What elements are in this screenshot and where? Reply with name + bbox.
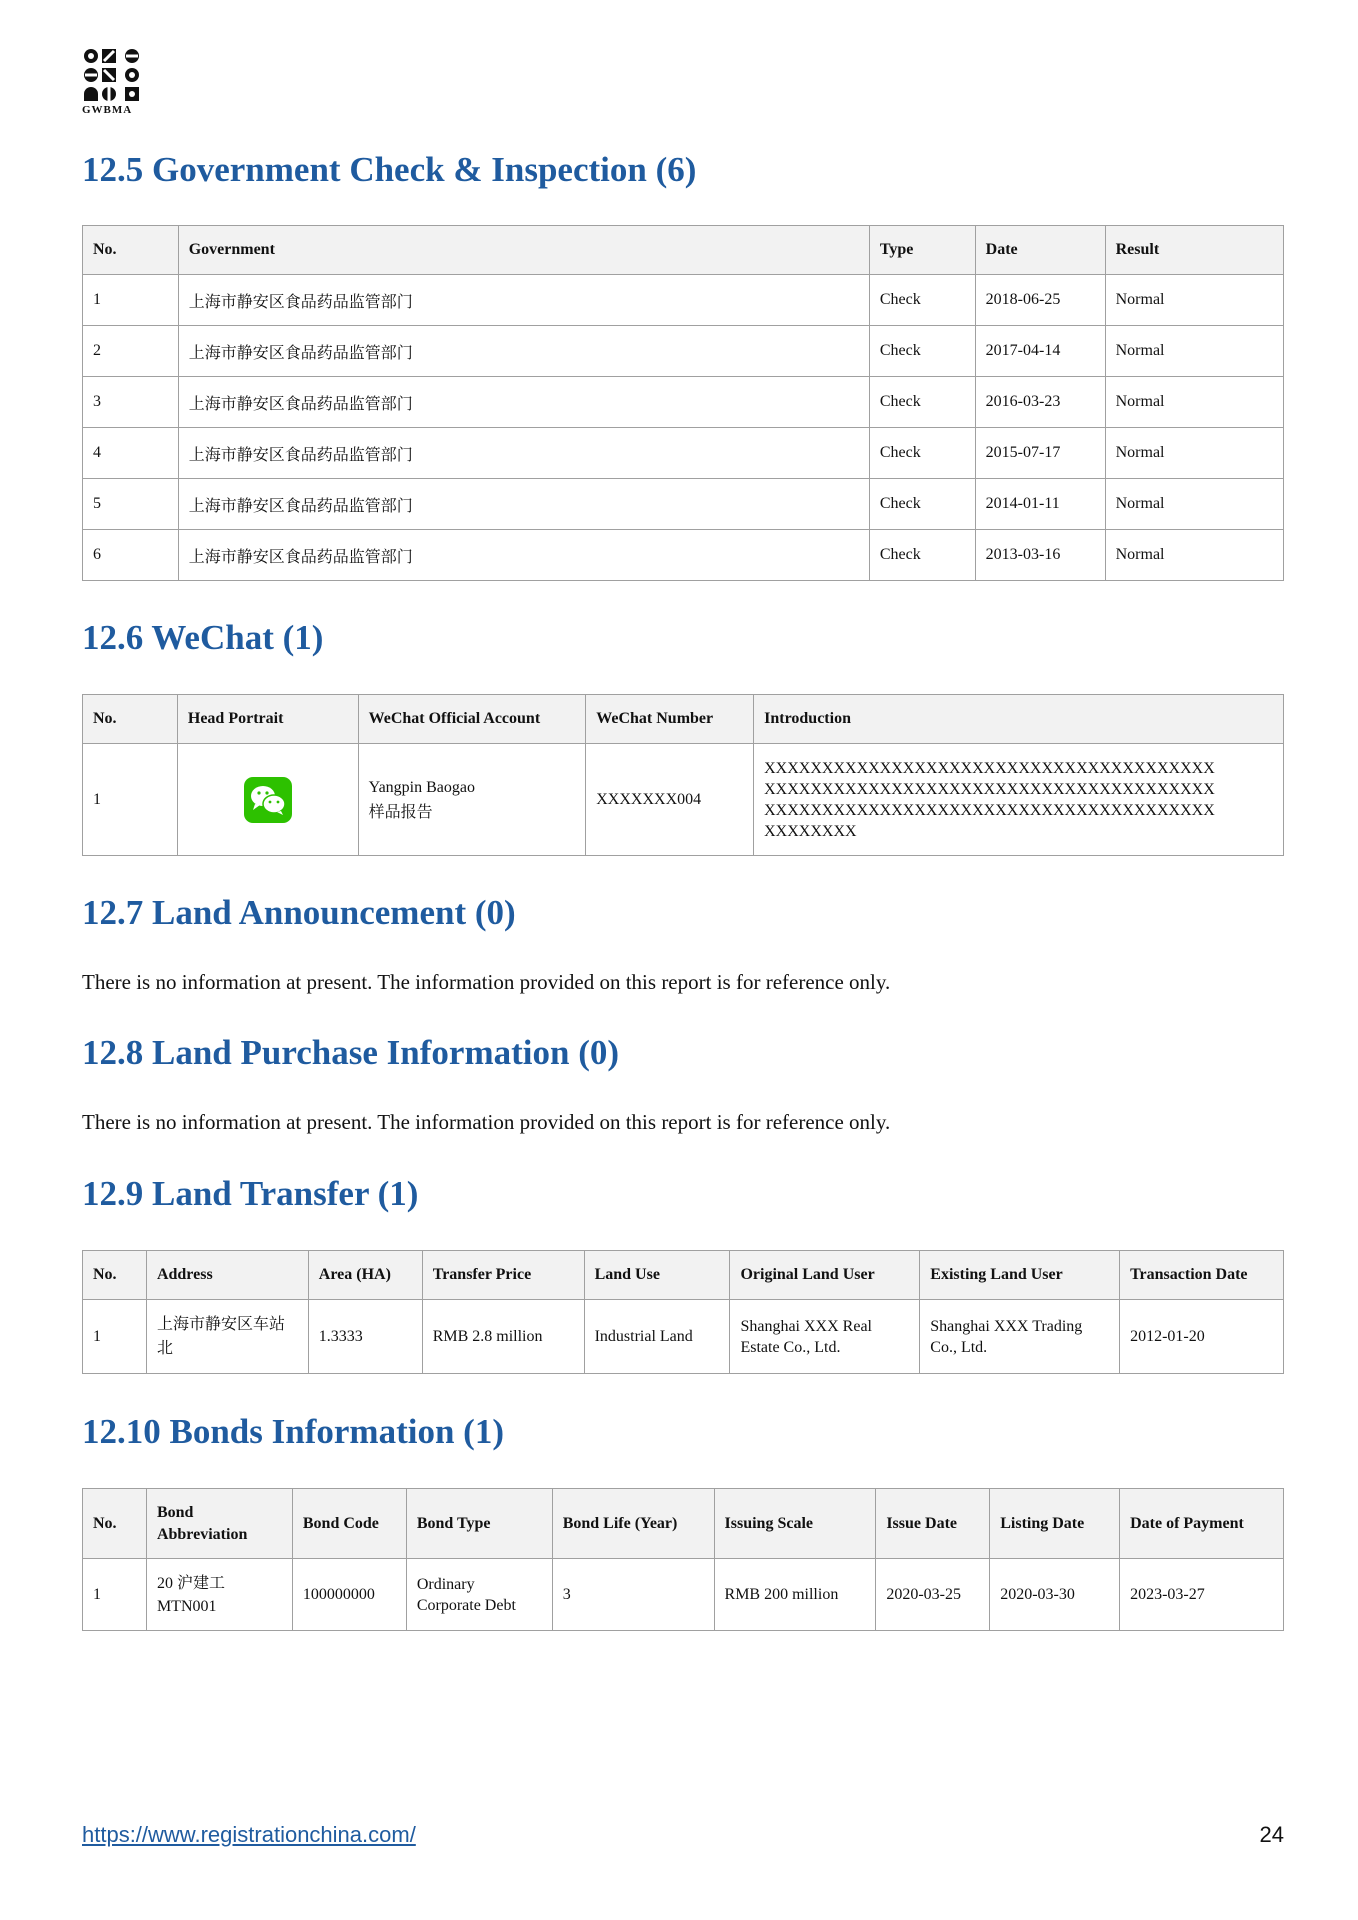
cell-bond-abbreviation: 20 沪建工 MTN001 bbox=[146, 1559, 292, 1631]
cell-type: Check bbox=[869, 326, 975, 377]
section-title-bonds: 12.10 Bonds Information (1) bbox=[82, 1412, 504, 1451]
cell-no: 1 bbox=[83, 1300, 147, 1374]
cell-area: 1.3333 bbox=[308, 1300, 422, 1374]
section-title-wechat: 12.6 WeChat (1) bbox=[82, 618, 324, 657]
cell-government: 上海市静安区食品药品监管部门 bbox=[178, 377, 869, 428]
column-header-date: Date bbox=[975, 226, 1105, 275]
cell-date: 2016-03-23 bbox=[975, 377, 1105, 428]
bonds-table bbox=[82, 1488, 1284, 1631]
cell-no: 2 bbox=[83, 326, 179, 377]
column-header-introduction: Introduction bbox=[754, 695, 1284, 744]
column-header-government: Government bbox=[178, 226, 869, 275]
website-link[interactable]: https://www.registrationchina.com/ bbox=[82, 1822, 416, 1847]
table-row bbox=[83, 479, 1284, 530]
cell-government: 上海市静安区食品药品监管部门 bbox=[178, 530, 869, 581]
cell-no: 1 bbox=[83, 744, 178, 856]
introduction-line: XXXXXXXXXXXXXXXXXXXXXXXXXXXXXXXXXXXXXXX bbox=[764, 780, 1215, 798]
column-header-listing-date: Listing Date bbox=[990, 1489, 1120, 1559]
column-header-head-portrait: Head Portrait bbox=[177, 695, 358, 744]
cell-no: 4 bbox=[83, 428, 179, 479]
column-header-transaction-date: Transaction Date bbox=[1120, 1251, 1284, 1300]
column-header-no: No. bbox=[83, 1251, 147, 1300]
column-header-area: Area (HA) bbox=[308, 1251, 422, 1300]
logo-text: GWBMA bbox=[82, 104, 133, 116]
cell-type: Check bbox=[869, 428, 975, 479]
cell-head-portrait bbox=[177, 744, 358, 856]
column-header-official-account: WeChat Official Account bbox=[358, 695, 586, 744]
cell-transfer-price: RMB 2.8 million bbox=[422, 1300, 584, 1374]
cell-date: 2015-07-17 bbox=[975, 428, 1105, 479]
cell-no: 3 bbox=[83, 377, 179, 428]
government-check-table bbox=[82, 225, 1284, 581]
cell-type: Check bbox=[869, 377, 975, 428]
no-information-note: There is no information at present. The information provided on this report is for reference only. bbox=[82, 970, 891, 994]
column-header-bond-type: Bond Type bbox=[406, 1489, 552, 1559]
table-row bbox=[83, 530, 1284, 581]
table-header-row bbox=[83, 226, 1284, 275]
cell-no: 5 bbox=[83, 479, 179, 530]
cell-transaction-date: 2012-01-20 bbox=[1120, 1300, 1284, 1374]
section-title-land-purchase: 12.8 Land Purchase Information (0) bbox=[82, 1033, 620, 1072]
cell-original-land-user: Shanghai XXX Real Estate Co., Ltd. bbox=[730, 1300, 920, 1374]
column-header-bond-life: Bond Life (Year) bbox=[552, 1489, 714, 1559]
cell-date: 2013-03-16 bbox=[975, 530, 1105, 581]
column-header-original-land-user: Original Land User bbox=[730, 1251, 920, 1300]
table-row bbox=[83, 275, 1284, 326]
introduction-line: XXXXXXXXXXXXXXXXXXXXXXXXXXXXXXXXXXXXXXX bbox=[764, 801, 1215, 819]
cell-address: 上海市静安区车站北 bbox=[146, 1300, 308, 1374]
column-header-wechat-number: WeChat Number bbox=[586, 695, 754, 744]
land-transfer-table bbox=[82, 1250, 1284, 1374]
table-header-row bbox=[83, 1489, 1284, 1559]
column-header-land-use: Land Use bbox=[584, 1251, 730, 1300]
page-number: 24 bbox=[1259, 1822, 1284, 1847]
cell-date: 2018-06-25 bbox=[975, 275, 1105, 326]
column-header-no: No. bbox=[83, 226, 179, 275]
cell-no: 1 bbox=[83, 1559, 147, 1631]
table-row bbox=[83, 428, 1284, 479]
column-header-no: No. bbox=[83, 695, 178, 744]
column-header-issue-date: Issue Date bbox=[876, 1489, 990, 1559]
cell-date: 2014-01-11 bbox=[975, 479, 1105, 530]
gwbma-logo bbox=[82, 48, 146, 116]
cell-type: Check bbox=[869, 479, 975, 530]
cell-existing-land-user: Shanghai XXX Trading Co., Ltd. bbox=[920, 1300, 1120, 1374]
column-header-issuing-scale: Issuing Scale bbox=[714, 1489, 876, 1559]
cell-wechat-number: XXXXXXX004 bbox=[586, 744, 754, 856]
cell-bond-life: 3 bbox=[552, 1559, 714, 1631]
cell-result: Normal bbox=[1105, 530, 1283, 581]
cell-no: 6 bbox=[83, 530, 179, 581]
wechat-table bbox=[82, 694, 1284, 856]
introduction-line: XXXXXXXXXXXXXXXXXXXXXXXXXXXXXXXXXXXXXXX bbox=[764, 759, 1215, 777]
column-header-existing-land-user: Existing Land User bbox=[920, 1251, 1120, 1300]
cell-government: 上海市静安区食品药品监管部门 bbox=[178, 275, 869, 326]
column-header-bond-code: Bond Code bbox=[292, 1489, 406, 1559]
column-header-transfer-price: Transfer Price bbox=[422, 1251, 584, 1300]
column-header-bond-abbreviation: Bond Abbreviation bbox=[146, 1489, 292, 1559]
column-header-no: No. bbox=[83, 1489, 147, 1559]
table-row bbox=[83, 1300, 1284, 1374]
account-name-chinese: 样品报告 bbox=[368, 803, 433, 821]
cell-type: Check bbox=[869, 530, 975, 581]
cell-government: 上海市静安区食品药品监管部门 bbox=[178, 326, 869, 377]
cell-result: Normal bbox=[1105, 428, 1283, 479]
column-header-type: Type bbox=[869, 226, 975, 275]
cell-date-of-payment: 2023-03-27 bbox=[1120, 1559, 1284, 1631]
no-information-note: There is no information at present. The information provided on this report is for reference only. bbox=[82, 1110, 891, 1134]
table-header-row bbox=[83, 695, 1284, 744]
cell-listing-date: 2020-03-30 bbox=[990, 1559, 1120, 1631]
section-title-land-transfer: 12.9 Land Transfer (1) bbox=[82, 1174, 419, 1213]
cell-government: 上海市静安区食品药品监管部门 bbox=[178, 428, 869, 479]
cell-bond-code: 100000000 bbox=[292, 1559, 406, 1631]
table-row bbox=[83, 326, 1284, 377]
column-header-date-of-payment: Date of Payment bbox=[1120, 1489, 1284, 1559]
section-title-government-check: 12.5 Government Check & Inspection (6) bbox=[82, 150, 697, 189]
cell-issue-date: 2020-03-25 bbox=[876, 1559, 990, 1631]
wechat-icon bbox=[244, 777, 292, 823]
gwbma-logo-mark bbox=[82, 48, 142, 102]
table-row bbox=[83, 377, 1284, 428]
column-header-result: Result bbox=[1105, 226, 1283, 275]
table-row bbox=[83, 744, 1284, 856]
section-title-land-announcement: 12.7 Land Announcement (0) bbox=[82, 893, 516, 932]
cell-date: 2017-04-14 bbox=[975, 326, 1105, 377]
cell-bond-type: Ordinary Corporate Debt bbox=[406, 1559, 552, 1631]
table-header-row bbox=[83, 1251, 1284, 1300]
cell-government: 上海市静安区食品药品监管部门 bbox=[178, 479, 869, 530]
cell-official-account bbox=[358, 744, 586, 856]
cell-result: Normal bbox=[1105, 479, 1283, 530]
cell-type: Check bbox=[869, 275, 975, 326]
cell-result: Normal bbox=[1105, 326, 1283, 377]
cell-result: Normal bbox=[1105, 275, 1283, 326]
cell-introduction bbox=[754, 744, 1284, 856]
table-row bbox=[83, 1559, 1284, 1631]
cell-land-use: Industrial Land bbox=[584, 1300, 730, 1374]
cell-result: Normal bbox=[1105, 377, 1283, 428]
cell-issuing-scale: RMB 200 million bbox=[714, 1559, 876, 1631]
introduction-line: XXXXXXXX bbox=[764, 822, 857, 840]
column-header-address: Address bbox=[146, 1251, 308, 1300]
cell-no: 1 bbox=[83, 275, 179, 326]
account-name: Yangpin Baogao bbox=[368, 778, 475, 796]
